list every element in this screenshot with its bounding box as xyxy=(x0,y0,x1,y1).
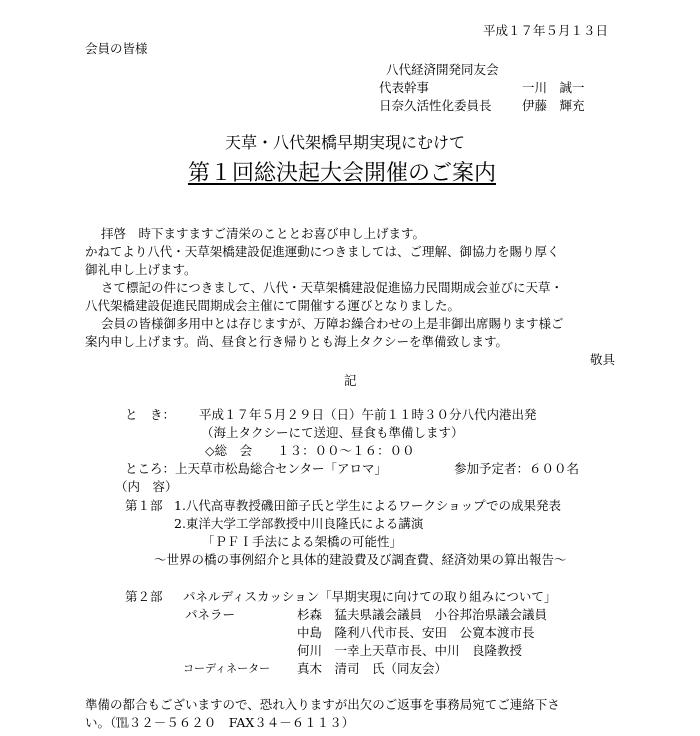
lecture-subtitle: ～世界の橋の事例紹介と具体的建設費及び調査費、経済効果の算出報告～ xyxy=(154,552,567,567)
panelist-line: 中島 隆利八代市長、安田 公寛本渡市長 xyxy=(297,625,535,640)
coordinator-label: コーディネーター xyxy=(183,662,271,675)
document-title: 第１回総決起大会開催のご案内 xyxy=(188,161,497,186)
panelist-label: パネラー xyxy=(185,607,236,622)
part2-title: パネルディスカッション「早期実現に向けての取り組みについて」 xyxy=(183,589,557,604)
greeting-line: 拝啓 時下ますますご清栄のこととお喜び申し上げます。 xyxy=(101,226,426,241)
body-paragraph-line: かねてより八代・天草架橋建設促進運動につきましては、ご理解、御協力を賜り厚く xyxy=(85,244,560,259)
body-paragraph-line: 会員の皆様御多用中とは存じますが、万障お繰合わせの上是非御出席賜ります様ご xyxy=(101,316,564,331)
attendee-count: 参加予定者：６００名 xyxy=(454,461,580,476)
addressee: 会員の皆様 xyxy=(85,41,148,56)
body-paragraph-line: さて標記の件につきまして、八代・天草架橋建設促進協力民間期成会並びに天草・ xyxy=(101,280,564,295)
body-paragraph-line: 八代架橋建設促進民間期成会主催にて開催する運びとなりました。 xyxy=(85,298,461,313)
body-paragraph-line: 案内申し上げます。尚、昼食と行き帰りとも海上タクシーを準備致します。 xyxy=(85,334,509,349)
sender1-role: 代表幹事 xyxy=(379,80,430,95)
sender2-name: 伊藤 輝充 xyxy=(522,98,585,113)
footer-line: い。（℡３２－５６２０ FAX３４－６１１３） xyxy=(85,715,355,730)
sender-organization: 八代経済開発同友会 xyxy=(386,62,499,77)
panelist-line: 杉森 猛夫県議会議員 小谷邦治県議会議員 xyxy=(297,607,548,622)
document-date: 平成１７年５月１３日 xyxy=(483,23,609,38)
closing-word: 敬具 xyxy=(590,352,616,367)
when-label: と き： xyxy=(125,407,176,422)
document-subtitle: 天草・八代架橋早期実現にむけて xyxy=(225,133,466,152)
when-value: 平成１７年５月２９日（日）午前１１時３０分八代内港出発 xyxy=(199,407,537,422)
venue: ところ：上天草市松島総合センター「アロマ」 xyxy=(125,461,388,476)
part1-item: 1.八代高専教授磯田節子氏と学生によるワークショップでの成果発表 xyxy=(174,498,562,513)
lecture-title: 「ＰＦＩ手法による架橋の可能性」 xyxy=(202,534,403,549)
footer-line: 準備の都合もございますので、恐れ入りますが出欠のご返事を事務局宛てご連絡下さ xyxy=(85,697,560,712)
when-note: （海上タクシーにて送迎、昼食も準備します） xyxy=(201,425,464,440)
ki-heading: 記 xyxy=(344,373,357,388)
part1-item: 2.東洋大学工学部教授中川良隆氏による講演 xyxy=(174,516,424,531)
content-label: （内 容） xyxy=(115,479,178,494)
coordinator-name: 真木 清司 氏（同友会） xyxy=(297,661,448,676)
part1-label: 第１部 xyxy=(125,498,163,513)
part2-label: 第２部 xyxy=(125,589,163,604)
sender2-role: 日奈久活性化委員長 xyxy=(379,98,492,113)
general-meeting-time: ◇総 会 １３：００～１６：００ xyxy=(205,443,415,458)
sender1-name: 一川 誠一 xyxy=(522,80,585,95)
body-paragraph-line: 御礼申し上げます。 xyxy=(85,262,197,277)
panelist-line: 何川 一幸上天草市長、中川 良隆教授 xyxy=(297,643,523,658)
